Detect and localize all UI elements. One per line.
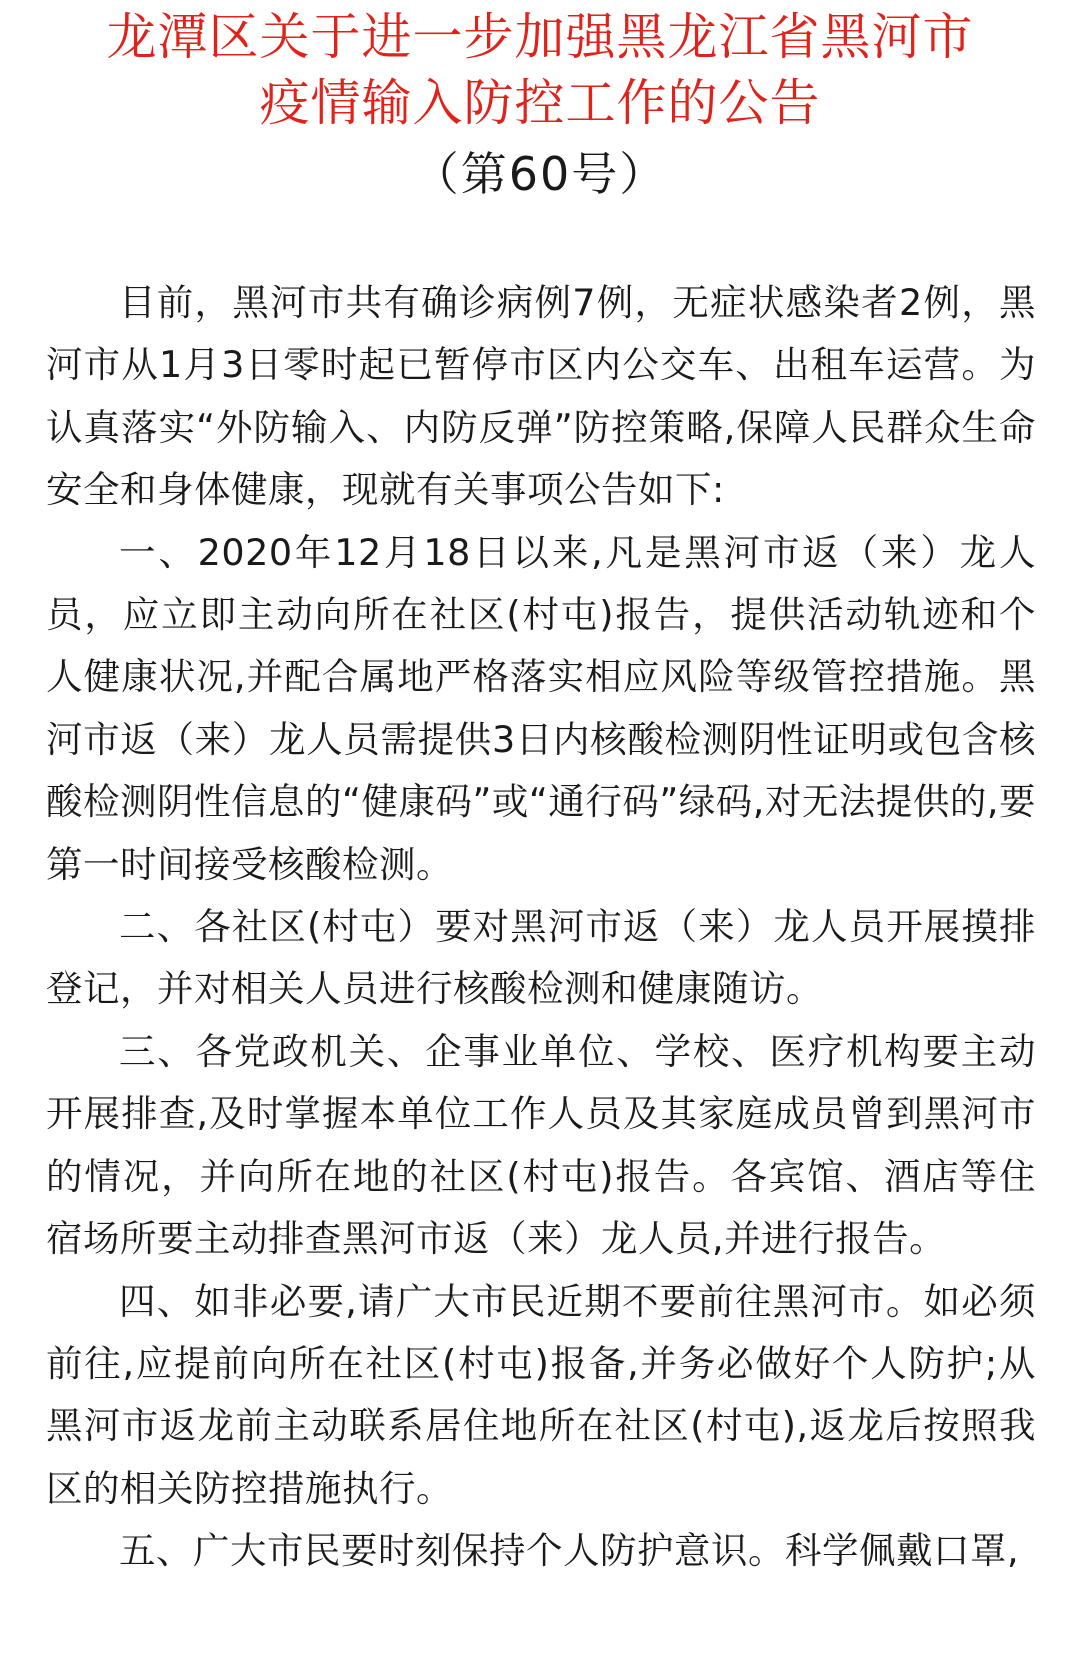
item-4-paragraph: 四、如非必要,请广大市民近期不要前往黑河市。如必须前往,应提前向所在社区(村屯)报备,并务必做好个人防护;从黑河市返龙前主动联系居住地所在社区(村屯),返龙后按照我区的相关防控措施执行。 — [46, 1279, 1036, 1510]
notice-issue-number: （第60号） — [412, 147, 668, 201]
item-3-paragraph: 三、各党政机关、企事业单位、学校、医疗机构要主动开展排查,及时掌握本单位工作人员及其家庭成员曾到黑河市的情况，并向所在地的社区(村屯)报告。各宾馆、酒店等住宿场所要主动排查黑河市返（来）龙人员,并进行报告。 — [46, 1029, 1036, 1261]
item-2-paragraph: 二、各社区(村屯）要对黑河市返（来）龙人员开展摸排登记，并对相关人员进行核酸检测和健康随访。 — [46, 905, 1036, 1011]
notice-title-line-2: 疫情输入防控工作的公告 — [259, 74, 821, 132]
notice-body — [46, 272, 1036, 1583]
intro-paragraph: 目前，黑河市共有确诊病例7例，无症状感染者2例，黑河市从1月3日零时起已暂停市区内公交车、出租车运营。为认真落实“外防输入、内防反弹”防控策略,保障人民群众生命安全和身体健康，现就有关事项公告如下: — [46, 281, 1036, 512]
item-5-paragraph: 五、广大市民要时刻保持个人防护意识。科学佩戴口罩, — [119, 1529, 1020, 1573]
notice-header — [0, 4, 1080, 204]
notice-title-line-1: 龙潭区关于进一步加强黑龙江省黑河市 — [106, 8, 974, 66]
item-1-paragraph: 一、2020年12月18日以来,凡是黑河市返（来）龙人员，应立即主动向所在社区(村屯)报告，提供活动轨迹和个人健康状况,并配合属地严格落实相应风险等级管控措施。黑河市返（来）龙人员需提供3日内核酸检测阴性证明或包含核酸检测阴性信息的“健康码”或“通行码”绿码,对无法提供的,要第一时间接受核酸检测。 — [46, 530, 1036, 886]
